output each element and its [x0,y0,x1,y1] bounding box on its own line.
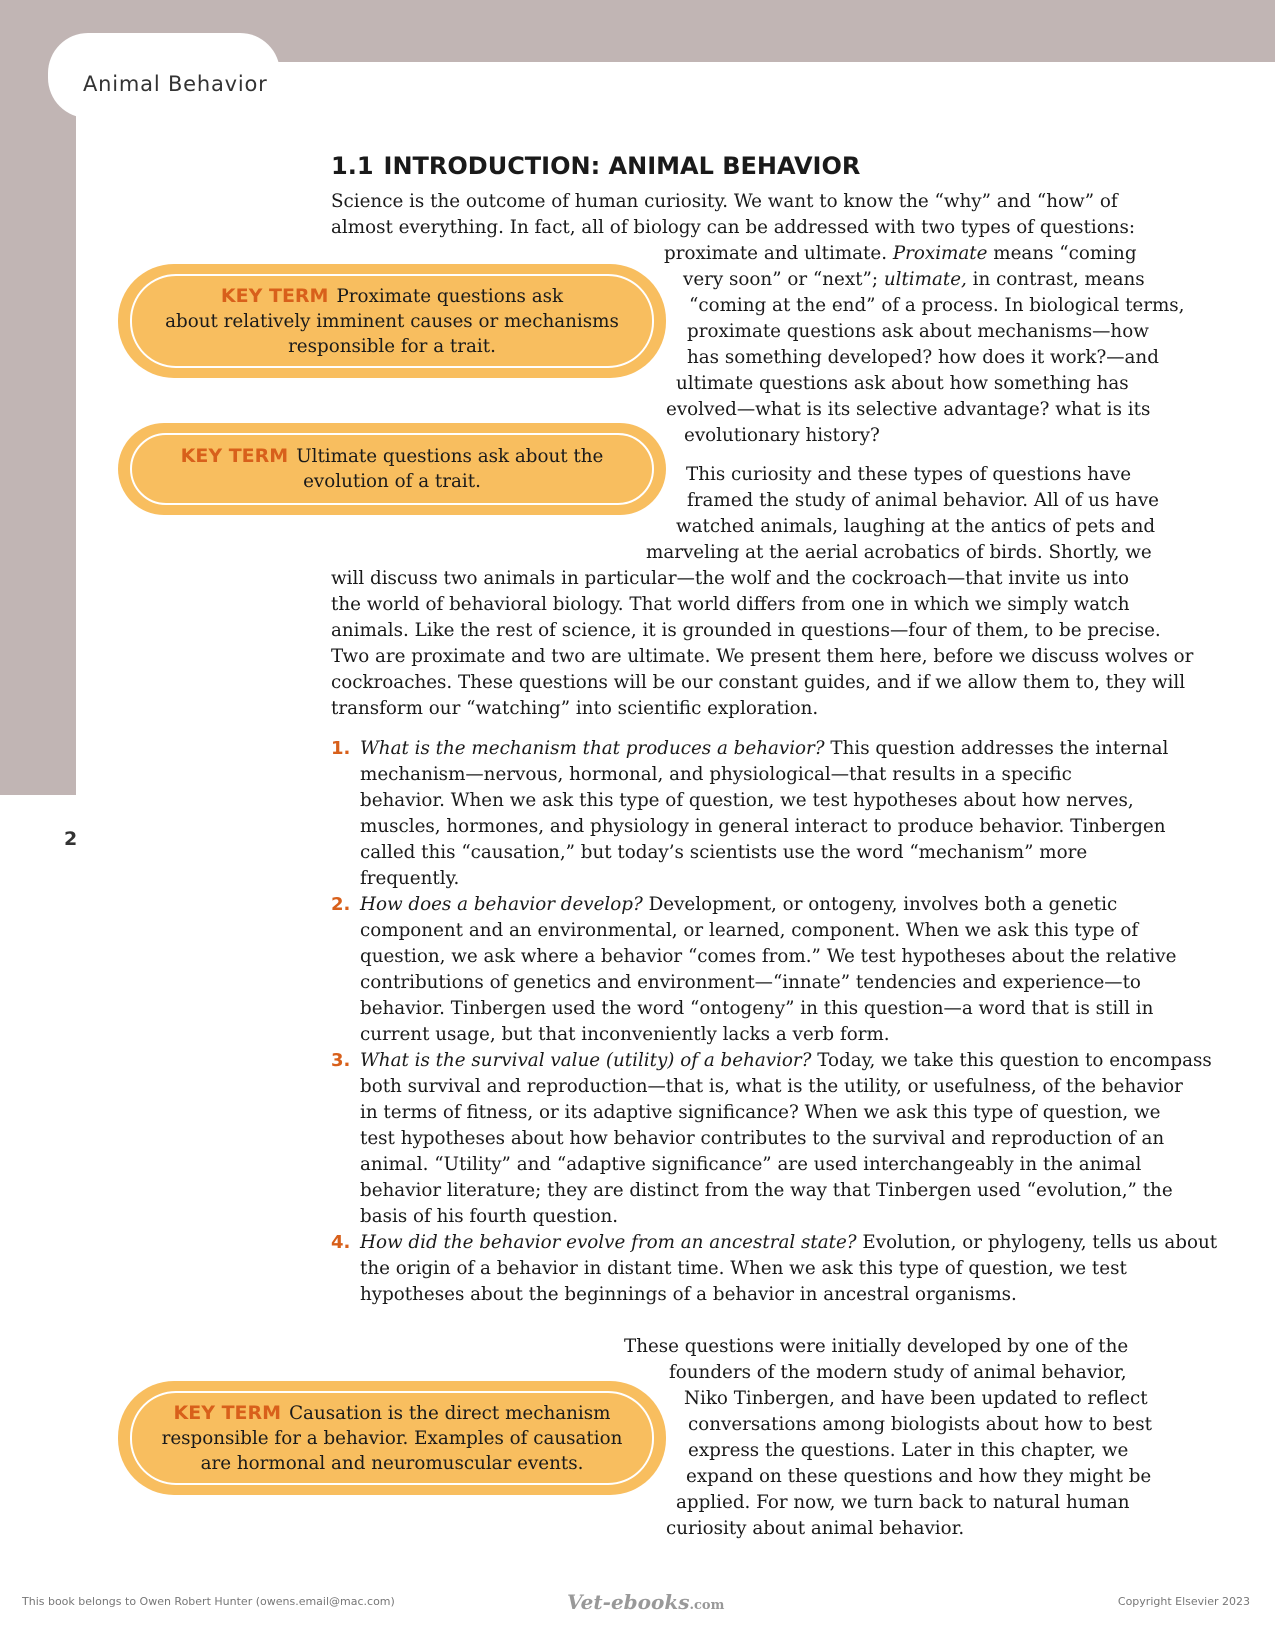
key-term-text: KEY TERM Proximate questions ask about relatively imminent causes or mechanisms responsible for a trait. [165,284,619,357]
text-line: behavior literature; they are distinct from the way that Tinbergen used “evolution,” the [360,1180,1173,1201]
page-number: 2 [64,828,78,850]
text-line: basis of his fourth question. [360,1206,619,1227]
list-number: 2. [331,894,351,915]
text-line: has something developed? how does it work?—and [687,347,1159,368]
text-line: test hypotheses about how behavior contributes to the survival and reproduction of an [360,1128,1165,1149]
text-line: almost everything. In fact, all of biology can be addressed with two types of questions: [331,217,1136,238]
text-line: contributions of genetics and environment—“innate” tendencies and experience—to [360,972,1141,993]
key-term-label: KEY TERM [173,1401,282,1424]
text-line: called this “causation,” but today’s scientists use the word “mechanism” more [360,842,1088,863]
text-line: What is the mechanism that produces a behavior? This question addresses the internal [360,738,1169,759]
text-line: behavior. When we ask this type of question, we test hypotheses about how nerves, [360,790,1134,811]
text-line: expand on these questions and how they might be [686,1466,1152,1487]
footer-ownership: This book belongs to Owen Robert Hunter (owens.email@mac.com) [22,1595,395,1608]
text-line: behavior. Tinbergen used the word “ontogeny” in this question—a word that is still in [360,998,1154,1019]
text-line: very soon” or “next”; ultimate, in contrast, means [683,269,1145,290]
text-line: applied. For now, we turn back to natural human [676,1492,1130,1513]
text-line: frequently. [360,868,460,889]
key-term-box [118,1381,666,1495]
text-line: animals. Like the rest of science, it is grounded in questions—four of them, to be precise. [331,620,1161,641]
text-line: hypotheses about the beginnings of a behavior in ancestral organisms. [360,1284,1017,1305]
text-line: curiosity about animal behavior. [666,1518,965,1539]
section-title [331,152,860,180]
text-line: These questions were initially developed by one of the [624,1336,1129,1357]
running-header: Animal Behavior [83,72,268,96]
key-term-box [118,264,666,378]
text-line: current usage, but that inconveniently lacks a verb form. [360,1024,890,1045]
text-line: component and an environmental, or learned, component. When we ask this type of [360,920,1139,941]
key-term-text: KEY TERM Ultimate questions ask about the evolution of a trait. [180,445,604,492]
footer-logo: Vet-ebooks.com [567,1590,725,1614]
text-line: Two are proximate and two are ultimate. We present them here, before we discuss wolves or [331,646,1194,667]
text-line: muscles, hormones, and physiology in general interact to produce behavior. Tinbergen [360,816,1166,837]
text-line: How does a behavior develop? Development, or ontogeny, involves both a genetic [360,894,1118,915]
list-number: 1. [331,738,351,759]
text-line: in terms of fitness, or its adaptive significance? When we ask this type of question, we [360,1102,1161,1123]
text-line: marveling at the aerial acrobatics of birds. Shortly, we [646,542,1152,563]
text-line: question, we ask where a behavior “comes from.” We test hypotheses about the relative [360,946,1177,967]
text-line: animal. “Utility” and “adaptive significance” are used interchangeably in the animal [360,1154,1142,1175]
text-line: ultimate questions ask about how something has [676,373,1129,394]
text-line: Niko Tinbergen, and have been updated to reflect [684,1388,1148,1409]
text-line: evolved—what is its selective advantage? what is its [666,399,1151,420]
text-line: How did the behavior evolve from an ancestral state? Evolution, or phylogeny, tells us about [360,1232,1218,1253]
text-line: the origin of a behavior in distant time. When we ask this type of question, we test [360,1258,1127,1279]
text-line: conversations among biologists about how to best [688,1414,1152,1435]
text-line: What is the survival value (utility) of a behavior? Today, we take this question to encompass [360,1050,1212,1071]
text-line: will discuss two animals in particular—the wolf and the cockroach—that invite us into [331,568,1130,589]
list-number: 4. [331,1232,351,1253]
text-line: This curiosity and these types of questions have [686,464,1132,485]
key-term-box [118,423,666,515]
text-line: watched animals, laughing at the antics of pets and [676,516,1156,537]
text-line: evolutionary history? [684,425,880,446]
key-term-label: KEY TERM [220,284,329,307]
text-line: mechanism—nervous, hormonal, and physiological—that results in a specific [360,764,1072,785]
key-term-inner [130,1391,654,1485]
section-number: 1.1 [331,152,374,180]
key-term-inner [130,274,654,368]
section-heading: INTRODUCTION: ANIMAL BEHAVIOR [383,152,861,180]
text-line: framed the study of animal behavior. All of us have [687,490,1159,511]
footer-copyright: Copyright Elsevier 2023 [1117,1595,1250,1608]
text-line: founders of the modern study of animal behavior, [669,1362,1127,1383]
text-line: Science is the outcome of human curiosity. We want to know the “why” and “how” of [331,191,1118,212]
list-number: 3. [331,1050,351,1071]
text-line: proximate and ultimate. Proximate means “coming [664,243,1137,264]
text-line: cockroaches. These questions will be our constant guides, and if we allow them to, they will [331,672,1186,693]
text-line: transform our “watching” into scientific exploration. [331,698,819,719]
side-band [0,0,76,795]
key-term-inner [130,433,654,505]
key-term-text: KEY TERM Causation is the direct mechanism responsible for a behavior. Examples of causation are hormonal and neuromuscular events. [161,1401,623,1474]
text-line: the world of behavioral biology. That world differs from one in which we simply watch [331,594,1130,615]
text-line: proximate questions ask about mechanisms—how [687,321,1149,342]
text-line: express the questions. Later in this chapter, we [688,1440,1129,1461]
text-line: “coming at the end” of a process. In biological terms, [689,295,1185,316]
text-line: both survival and reproduction—that is, what is the utility, or usefulness, of the behavior [360,1076,1183,1097]
key-term-label: KEY TERM [180,445,289,467]
